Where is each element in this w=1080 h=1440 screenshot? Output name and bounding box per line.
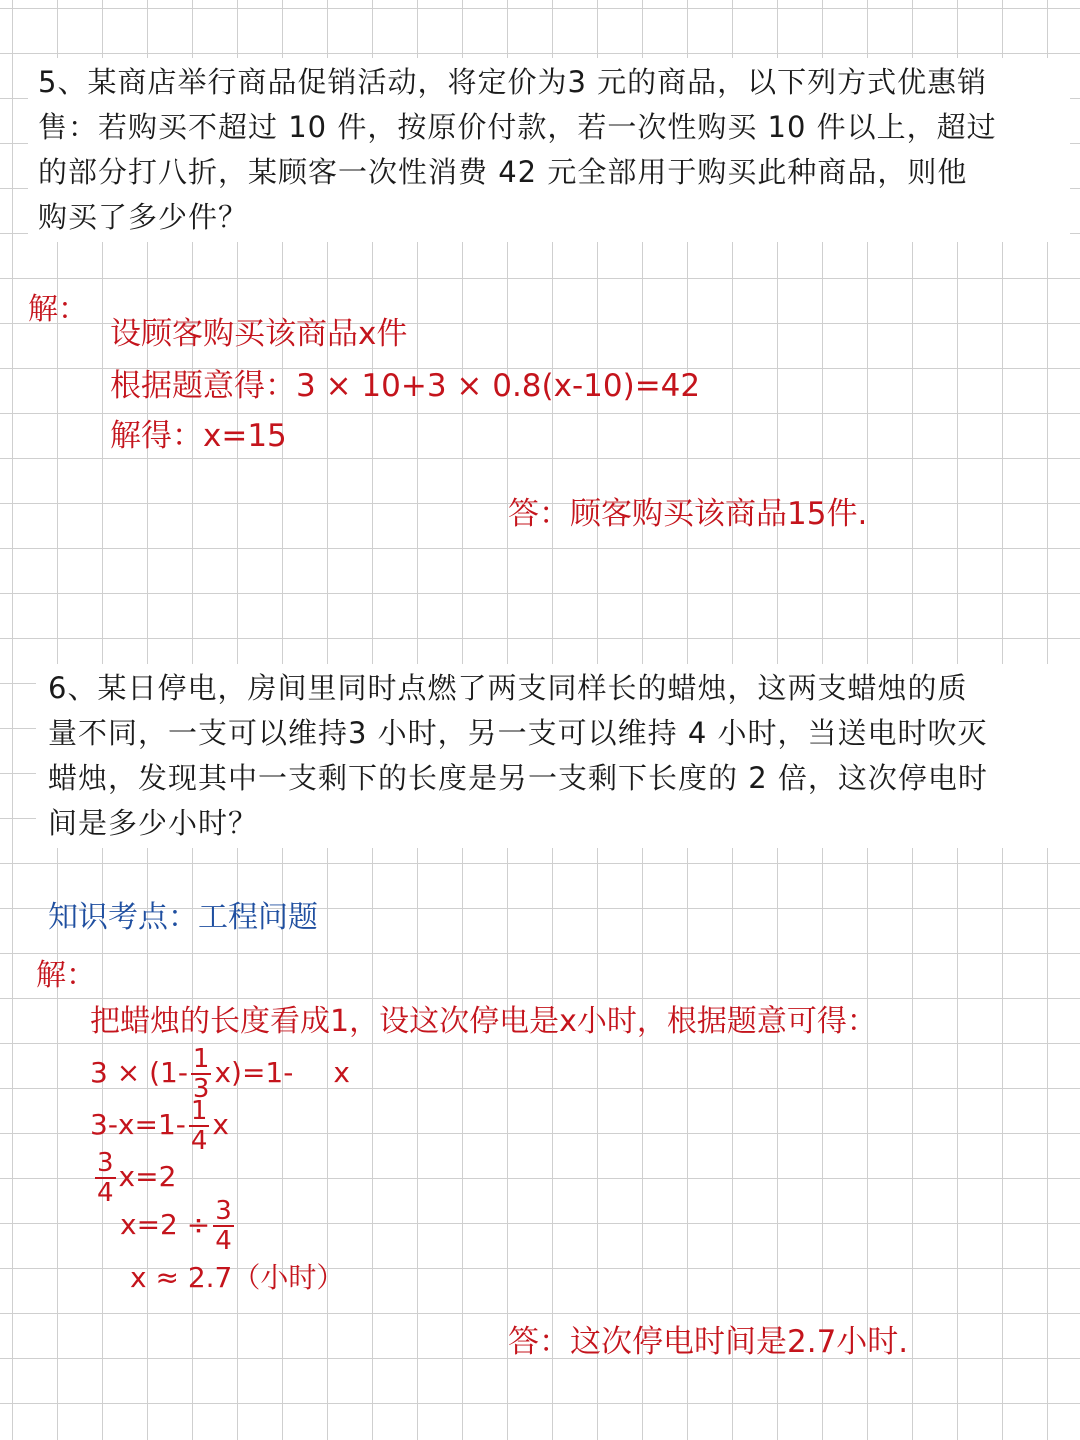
- solution-5-line-1: 设顾客购买该商品x件: [110, 316, 408, 352]
- problem-6-line: 量不同，一支可以维持3 小时，另一支可以维持 4 小时，当送电时吹灭: [48, 716, 988, 750]
- equation-2: 3-x=1- $\frac{1}{4}$ x: [90, 1096, 229, 1156]
- solution-5-line-3: 解得：x=15: [110, 418, 287, 454]
- problem-6: [36, 664, 1080, 848]
- solution-5-answer: 答：顾客购买该商品15件.: [508, 496, 868, 532]
- knowledge-point: 知识考点：工程问题: [48, 900, 318, 935]
- solution-6-intro: 把蜡烛的长度看成1，设这次停电是x小时，根据题意可得：: [90, 1004, 877, 1039]
- problem-5-line: 购买了多少件？: [38, 200, 249, 234]
- fraction-three-quarters: $\frac{3}{4}$: [215, 1196, 232, 1256]
- problem-6-line: 蜡烛，发现其中一支剩下的长度是另一支剩下长度的 2 倍，这次停电时: [48, 761, 988, 795]
- solution-6-label: 解：: [36, 958, 96, 993]
- fraction-three-quarters: $\frac{3}{4}$: [97, 1148, 114, 1208]
- solution-6-answer: 答：这次停电时间是2.7小时.: [508, 1324, 909, 1360]
- equation-1-right: x)=1-: [214, 1056, 294, 1089]
- problem-6-line: 6、某日停电，房间里同时点燃了两支同样长的蜡烛，这两支蜡烛的质: [48, 671, 968, 705]
- equation-3: $\frac{3}{4}$ x=2: [97, 1148, 177, 1208]
- solution-5-line-2: 根据题意得：3 × 10+3 × 0.8(x-10)=42: [110, 368, 701, 404]
- solution-5-label: 解：: [28, 292, 88, 327]
- equation-1: [90, 1046, 350, 1102]
- equation-4: x=2 ÷ $\frac{3}{4}$: [120, 1196, 232, 1256]
- fraction-one-quarter: $\frac{1}{4}$: [190, 1096, 208, 1156]
- fraction-one-third: $\frac{1}{3}$: [192, 1044, 210, 1104]
- problem-5-line: 5、某商店举行商品促销活动，将定价为3 元的商品，以下列方式优惠销: [38, 65, 988, 99]
- equation-1-left: 3 × (1-: [90, 1056, 188, 1089]
- equation-1-x: x: [333, 1056, 350, 1089]
- problem-5-line: 的部分打八折，某顾客一次性消费 42 元全部用于购买此种商品，则他: [38, 155, 968, 189]
- problem-5-line: 售：若购买不超过 10 件，按原价付款，若一次性购买 10 件以上，超过: [38, 110, 997, 144]
- problem-6-line: 间是多少小时？: [48, 806, 259, 840]
- equation-5: x ≈ 2.7（小时）: [130, 1261, 345, 1294]
- problem-5: [28, 58, 1070, 242]
